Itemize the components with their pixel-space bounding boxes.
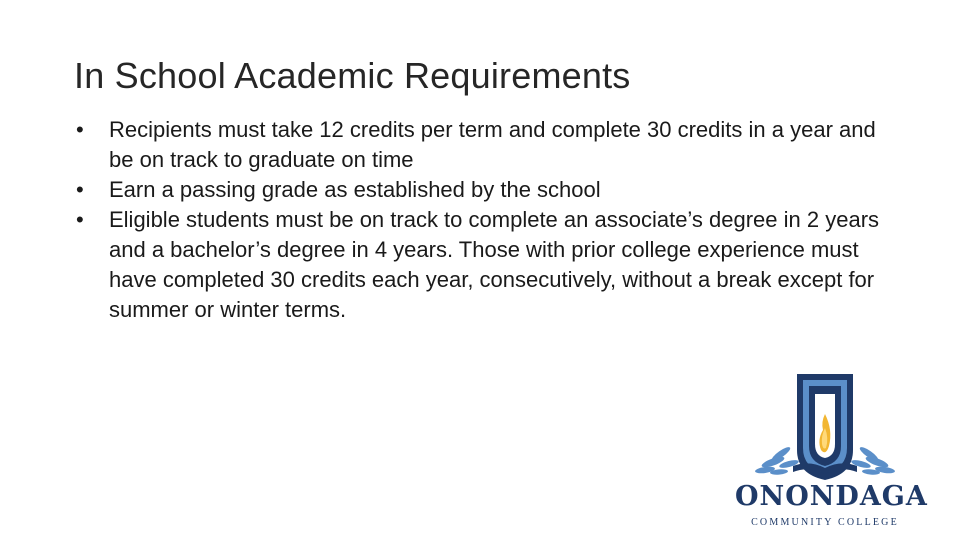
bullet-text: Eligible students must be on track to complete an associate’s degree in 2 years and a bachelor’s degree in 4 years. Those with prior college experience must have completed 30 credits each year, consecutively, without a break except for summer or winter terms. bbox=[109, 207, 880, 322]
bullet-text: Recipients must take 12 credits per term and complete 30 credits in a year and be on track to graduate on time bbox=[109, 117, 876, 172]
bullet-item bbox=[74, 115, 904, 175]
slide-title: In School Academic Requirements bbox=[74, 55, 631, 96]
bullet-item bbox=[74, 205, 904, 325]
bullet-icon: • bbox=[76, 177, 84, 202]
bullet-list bbox=[74, 115, 904, 325]
bullet-icon: • bbox=[76, 117, 84, 142]
bullet-icon: • bbox=[76, 207, 84, 232]
bullet-text: Earn a passing grade as established by the school bbox=[109, 177, 601, 202]
college-emblem-icon bbox=[735, 370, 915, 482]
college-logo bbox=[735, 370, 928, 532]
bullet-item bbox=[74, 175, 904, 205]
logo-subtitle: COMMUNITY COLLEGE bbox=[751, 517, 899, 528]
logo-name: ONONDAGA bbox=[735, 481, 928, 512]
